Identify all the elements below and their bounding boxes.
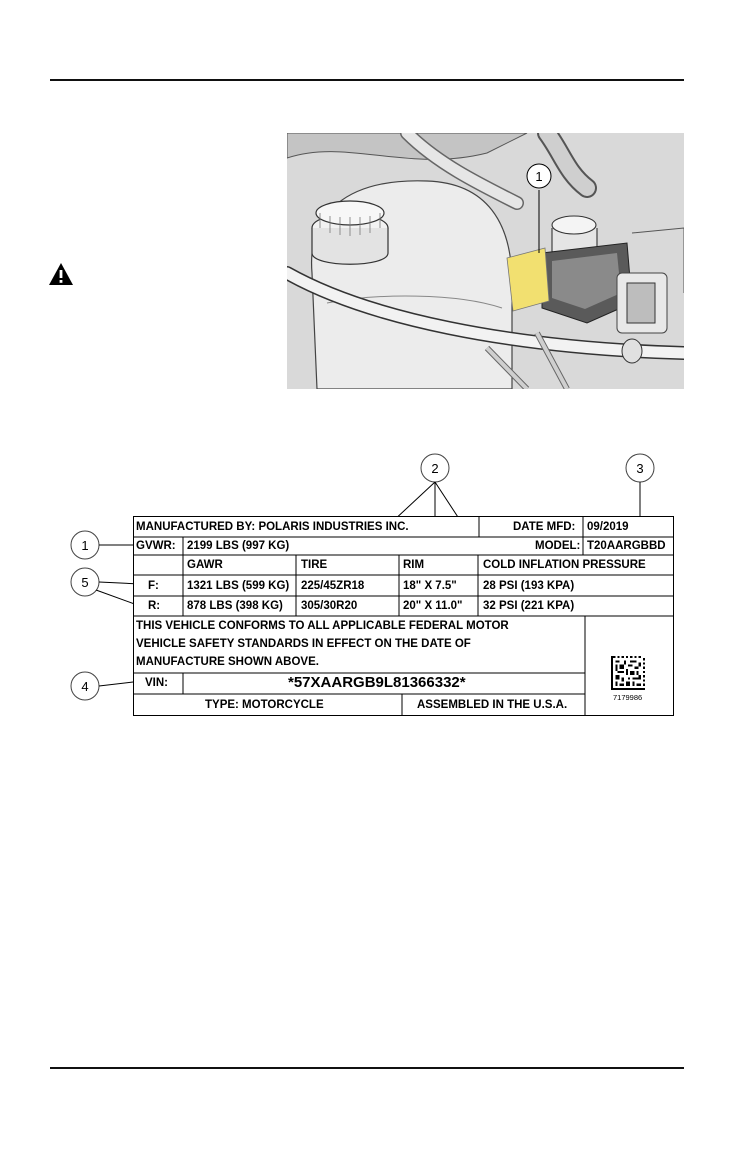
vin-label-figure [60,450,700,730]
assembled-text: ASSEMBLED IN THE U.S.A. [417,699,568,711]
model-value: T20AARGBBD [587,540,666,552]
rear-tire: 305/30R20 [301,600,358,612]
conformity-line-3: MANUFACTURE SHOWN ABOVE. [136,656,319,668]
rear-label: R: [148,600,161,612]
callout-3: 3 [636,461,644,476]
date-mfd-value: 09/2019 [587,521,629,533]
date-mfd-label: DATE MFD: [513,521,576,533]
vin-value: *57XAARGB9L81366332* [288,674,466,691]
rim-header: RIM [403,559,425,571]
certification-label [133,516,674,716]
pressure-header: COLD INFLATION PRESSURE [483,559,646,571]
callout-1: 1 [81,538,89,553]
front-tire: 225/45ZR18 [301,580,365,592]
barcode-number: 7179986 [613,693,643,702]
front-rim: 18" X 7.5" [403,580,457,592]
callout-2: 2 [431,461,439,476]
conformity-line-2: VEHICLE SAFETY STANDARDS IN EFFECT ON THE DATE OF [136,638,471,650]
gvwr-label: GVWR: [136,540,176,552]
type-text: TYPE: MOTORCYCLE [205,699,324,711]
rear-rim: 20" X 11.0" [403,600,463,612]
gvwr-value: 2199 LBS (997 KG) [187,540,290,552]
front-gawr: 1321 LBS (599 KG) [187,580,290,592]
vin-label: VIN: [145,677,168,689]
model-label: MODEL: [535,540,581,552]
rear-gawr: 878 LBS (398 KG) [187,600,283,612]
front-label: F: [148,580,159,592]
warning-icon [48,262,74,286]
callout-5: 5 [81,575,89,590]
manufacturer-text: MANUFACTURED BY: POLARIS INDUSTRIES INC. [136,521,409,533]
datamatrix-barcode [611,656,645,690]
front-pressure: 28 PSI (193 KPA) [483,580,575,592]
callout-4: 4 [81,679,89,694]
footer-rule [50,1067,684,1069]
tire-header: TIRE [301,559,328,571]
engine-bay-illustration [287,133,684,389]
engine-callout-1: 1 [535,169,543,184]
header-rule [50,79,684,81]
rear-pressure: 32 PSI (221 KPA) [483,600,575,612]
gawr-header: GAWR [187,559,223,571]
conformity-line-1: THIS VEHICLE CONFORMS TO ALL APPLICABLE FEDERAL MOTOR [136,620,509,632]
